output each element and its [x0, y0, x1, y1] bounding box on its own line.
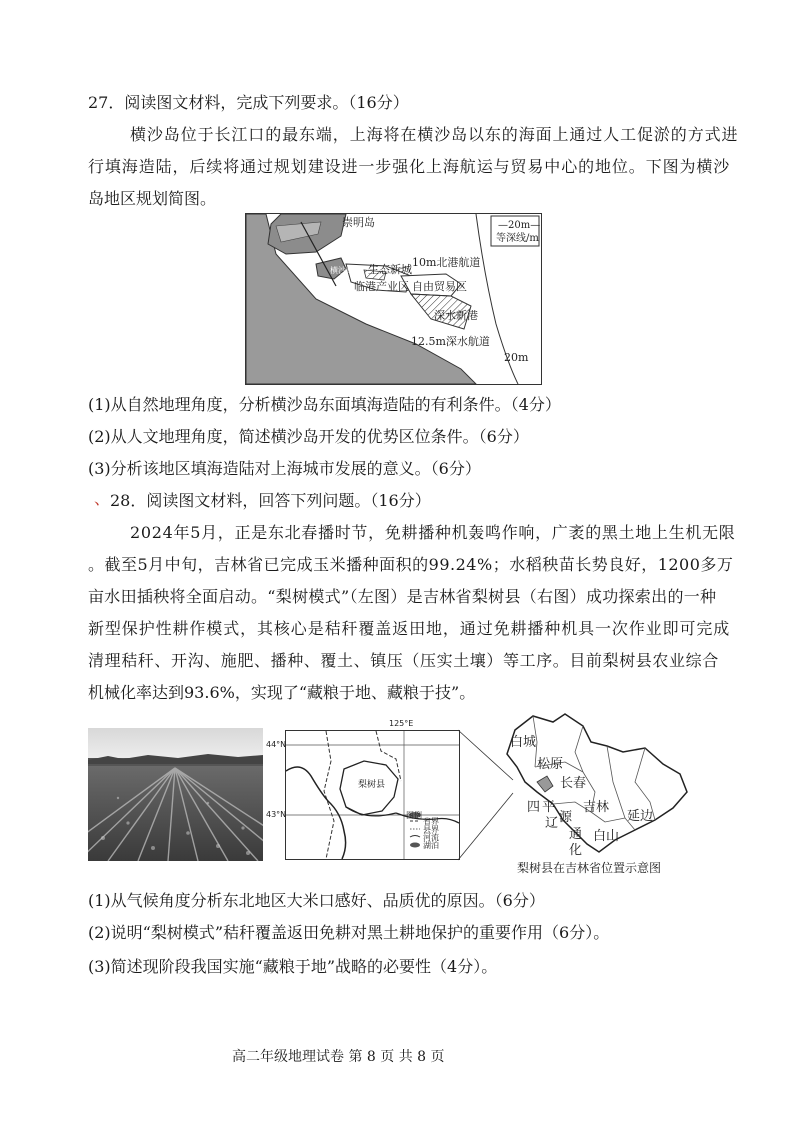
jilin-map-caption: 梨树县在吉林省位置示意图 — [517, 861, 662, 875]
q27-paragraph-line-3: 岛地区规划简图。 — [88, 189, 217, 208]
q27-subquestion-3: (3)分析该地区填海造陆对上海城市发展的意义。（6分） — [88, 459, 481, 478]
q27-title: 27．阅读图文材料，完成下列要求。（16分） — [88, 93, 409, 112]
q27-paragraph-line-1: 横沙岛位于长江口的最东端，上海将在横沙岛以东的海面上通过人工促淤的方式进 — [130, 125, 739, 144]
q28-paragraph-line-2: 。截至5月中旬，吉林省已完成玉米播种面积的99.24%；水稻秧苗长势良好，1200多万 — [88, 555, 734, 574]
legend-river: 河流 — [423, 833, 439, 842]
lishu-county-map — [285, 730, 460, 860]
q28-subquestion-2: (2)说明“梨树模式”秸秆覆盖返田免耕对黑土耕地保护的重要作用（6分）。 — [88, 923, 610, 942]
q28-subquestion-3: (3)简述现阶段我国实施“藏粮于地”战略的必要性（4分）。 — [88, 957, 498, 976]
label-tonghua-b: 化 — [569, 843, 583, 858]
field-photo — [88, 728, 263, 861]
label-44n: 44°N — [266, 740, 287, 749]
q28-paragraph-line-4: 新型保护性耕作模式，其核心是秸秆覆盖返田地，通过免耕播种机具一次作业即可完成 — [88, 619, 731, 638]
label-deep-channel: 12.5m深水航道 — [411, 335, 490, 348]
label-43n: 43°N — [266, 810, 287, 819]
legend-line: —20m— — [498, 220, 541, 231]
legend-prov: 省界 — [423, 817, 439, 826]
q28-paragraph-line-6: 机械化率达到93.6%，实现了“藏粮于地、藏粮于技”。 — [88, 683, 476, 702]
legend-title: 图例 — [406, 811, 422, 820]
label-baicheng: 白城 — [510, 735, 537, 750]
label-hengsha: 横沙岛 — [330, 266, 354, 275]
label-newport: 深水新港 — [434, 309, 478, 322]
q28-paragraph-line-3: 亩水田插秧将全面启动。“梨树模式”（左图）是吉林省梨树县（右图）成功探索出的一种 — [88, 587, 717, 606]
label-siping-b: 平 — [542, 800, 556, 815]
q28-paragraph-line-5: 清理秸秆、开沟、施肥、播种、覆土、镇压（压实土壤）等工序。目前梨树县农业综合 — [88, 651, 719, 670]
legend-lake: 湖泊 — [423, 841, 439, 850]
field-photo-drawing — [88, 728, 263, 861]
label-siping-a: 四 — [527, 800, 541, 815]
label-tonghua-a: 通 — [569, 827, 583, 842]
q27-paragraph-line-2: 行填海造陆，后续将通过规划建设进一步强化上海航运与贸易中心的地位。下图为横沙 — [88, 157, 731, 176]
legend-county: 县界 — [423, 825, 439, 834]
label-jilin: 吉林 — [583, 800, 610, 815]
label-baishan: 白山 — [593, 829, 620, 844]
label-liaoyuan-b: 源 — [559, 810, 573, 825]
q28-title: 28．阅读图文材料，回答下列问题。（16分） — [110, 491, 431, 510]
label-liaoyuan-a: 辽 — [545, 816, 559, 831]
jilin-province-map — [495, 712, 690, 860]
legend-river-swatch — [410, 836, 420, 838]
label-industry: 临港产业区 — [354, 280, 409, 293]
label-changchun: 长春 — [560, 776, 587, 791]
label-125e: 125°E — [389, 719, 414, 728]
red-mark: 、 — [94, 489, 111, 508]
q28-subquestion-1: (1)从气候角度分析东北地区大米口感好、品质优的原因。（6分） — [88, 891, 545, 910]
label-lishu: 梨树县 — [358, 780, 386, 790]
legend-lake-swatch — [410, 843, 420, 848]
label-contour-20m: 20m — [504, 351, 529, 364]
label-songyuan: 松原 — [537, 757, 564, 772]
label-ecocity: 生态新城 — [368, 263, 412, 276]
q28-paragraph-line-1: 2024年5月，正是东北春播时节，免耕播种机轰鸣作响，广袤的黑土地上生机无限 — [130, 523, 736, 542]
legend-text: 等深线/m — [496, 233, 539, 244]
page-footer: 高二年级地理试卷 第 8 页 共 8 页 — [232, 1049, 445, 1065]
label-yanbian: 延边 — [627, 809, 654, 824]
river-main — [286, 767, 346, 859]
label-chongming: 崇明岛 — [342, 216, 375, 229]
label-ftz: 自由贸易区 — [412, 280, 467, 293]
hengsha-planning-map — [245, 213, 542, 385]
label-north-channel: 10m北港航道 — [412, 256, 481, 269]
q27-subquestion-2: (2)从人文地理角度，简述横沙岛开发的优势区位条件。（6分） — [88, 427, 529, 446]
q27-subquestion-1: (1)从自然地理角度，分析横沙岛东面填海造陆的有利条件。（4分） — [88, 395, 561, 414]
